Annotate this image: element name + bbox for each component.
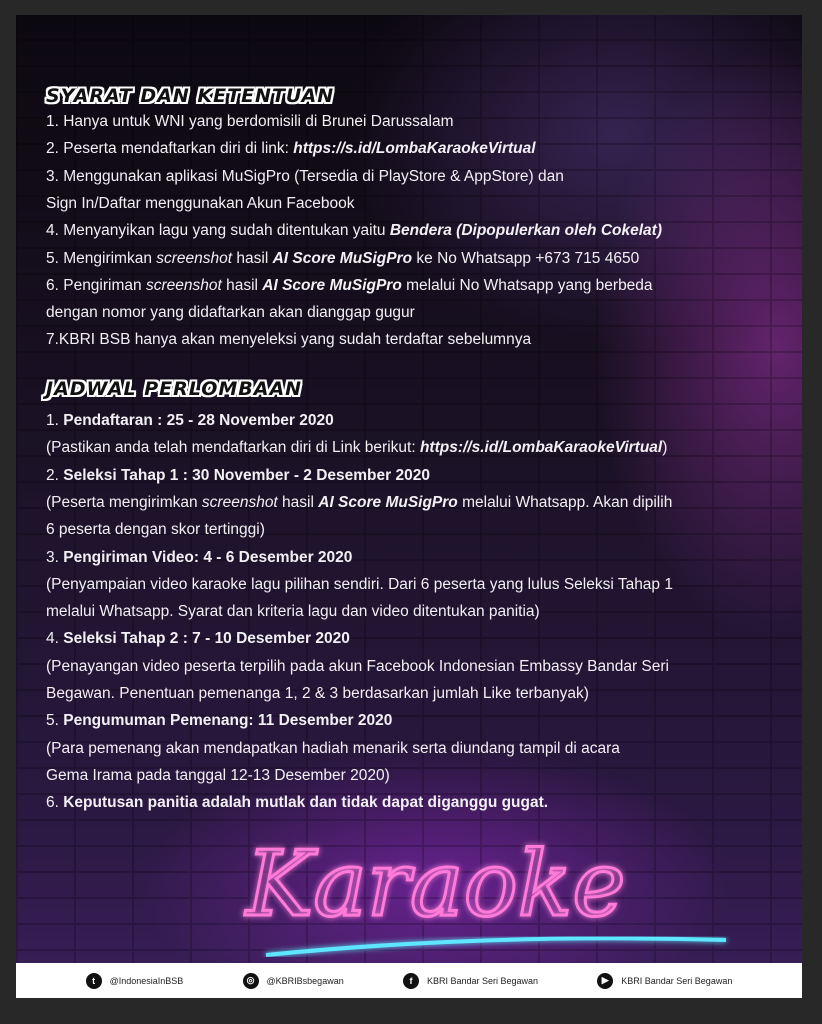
text-segment: Pengiriman Video: 4 - 6 Desember 2020 [63,548,353,566]
text-segment: AI Score MuSigPro [318,493,458,511]
text-segment: 1. [46,412,64,429]
list-line [46,331,531,349]
text-segment: 5. Mengirimkan [46,249,157,267]
list-line [46,521,265,539]
text-segment: (Para pemenang akan mendapatkan hadiah menarik serta diundang tampil di acara [46,739,620,757]
text-segment: 6 peserta dengan skor tertinggi) [46,521,265,539]
text-segment: Sign In/Daftar menggunakan Akun Facebook [46,194,355,212]
text-segment: Begawan. Penentuan pemenanga 1, 2 & 3 berdasarkan jumlah Like terbanyak) [46,685,589,702]
poster [16,15,802,998]
text-segment: hasil [232,249,273,267]
text-segment: 7.KBRI BSB hanya akan menyeleksi yang sudah terdaftar sebelumnya [46,331,532,349]
text-segment: Pengumuman Pemenang: 11 Desember 2020 [63,712,393,730]
text-segment: melalui Whatsapp. Akan dipilih [457,493,673,511]
list-line [46,304,415,322]
list-line [46,412,334,430]
list-line [46,576,673,594]
list-line [46,222,662,240]
text-segment: screenshot [145,276,222,294]
text-segment: hasil [277,493,319,511]
text-segment: ke No Whatsapp +673 715 4650 [412,249,640,267]
text-segment: 4. Menyanyikan lagu yang sudah ditentukan yaitu [46,222,390,240]
list-line [46,140,536,158]
list-line [46,549,352,567]
section-title-jadwal: JADWAL PERLOMBAAN [46,378,303,400]
neon-text: Karaoke [246,832,626,937]
list-line [46,740,620,758]
list-line [46,658,669,676]
social-label: KBRI Bandar Seri Begawan [621,975,733,986]
list-line [46,195,354,213]
list-line [46,494,672,512]
text-segment: hasil [221,276,263,294]
social-link[interactable] [86,973,184,989]
text-segment: (Peserta mengirimkan [46,493,202,511]
text-segment: AI Score MuSigPro [262,276,402,294]
text-segment: dengan nomor yang didaftarkan akan dianggap gugur [46,304,415,322]
social-link[interactable] [403,973,538,989]
text-segment: AI Score MuSigPro [272,249,413,267]
text-segment: 5. [46,712,64,730]
social-label: KBRI Bandar Seri Begawan [426,975,539,986]
list-line [46,603,540,621]
text-segment: Seleksi Tahap 2 : 7 - 10 Desember 2020 [63,630,350,648]
text-segment: screenshot [156,249,233,267]
list-line [46,767,390,785]
text-segment: (Penayangan video peserta terpilih pada akun Facebook Indonesian Embassy Bandar Seri [46,657,669,675]
text-segment: melalui Whatsapp. Syarat dan kriteria lagu dan video ditentukan panitia) [46,603,540,621]
twitter-icon: t [86,973,102,989]
text-segment: 2. [46,466,64,484]
karaoke-neon-sign [226,815,746,975]
text-segment: ) [662,439,668,457]
text-segment: screenshot [201,493,278,511]
list-line [46,685,589,703]
list-line [46,277,653,295]
text-segment: Gema Irama pada tanggal 12-13 Desember 2020) [46,766,390,784]
text-segment: Bendera (Dipopulerkan oleh Cokelat) [389,222,662,240]
instagram-icon: ◎ [243,973,259,989]
list-line [46,467,430,485]
social-footer [16,963,802,998]
facebook-icon: f [403,973,419,989]
text-segment: Keputusan panitia adalah mutlak dan tidak dapat diganggu gugat. [63,794,549,812]
neon-underline [266,938,726,955]
list-line [46,113,453,131]
text-segment: Pendaftaran : 25 - 28 November 2020 [63,412,334,429]
list-line [46,439,667,457]
link-text: https://s.id/LombaKaraokeVirtual [419,439,663,457]
text-segment: 3. [46,548,64,566]
text-segment: 6. Pengiriman [46,276,146,294]
list-line [46,712,392,730]
text-segment: (Penyampaian video karaoke lagu pilihan sendiri. Dari 6 peserta yang lulus Seleksi Tahap 1 [46,575,673,593]
list-line [46,250,639,268]
youtube-icon: ▶ [597,973,613,989]
text-segment: 3. Menggunakan aplikasi MuSigPro (Tersedia di PlayStore & AppStore) dan [46,167,564,185]
link-text: https://s.id/LombaKaraokeVirtual [293,140,536,158]
section-title-syarat: SYARAT DAN KETENTUAN [46,85,335,107]
social-link[interactable] [243,973,344,989]
social-link[interactable] [597,973,732,989]
list-line [46,794,548,812]
list-line [46,630,350,648]
text-segment: 6. [46,794,64,812]
text-segment: melalui No Whatsapp yang berbeda [401,276,653,294]
list-line [46,168,564,186]
social-label: @KBRIBsbegawan [266,975,344,986]
social-label: @IndonesiaInBSB [109,975,184,986]
text-segment: 1. Hanya untuk WNI yang berdomisili di Brunei Darussalam [46,113,454,130]
text-segment: 4. [46,630,64,648]
text-segment: Seleksi Tahap 1 : 30 November - 2 Desember 2020 [63,466,430,484]
text-segment: 2. Peserta mendaftarkan diri di link: [46,140,294,158]
text-segment: (Pastikan anda telah mendaftarkan diri di Link berikut: [46,439,420,457]
